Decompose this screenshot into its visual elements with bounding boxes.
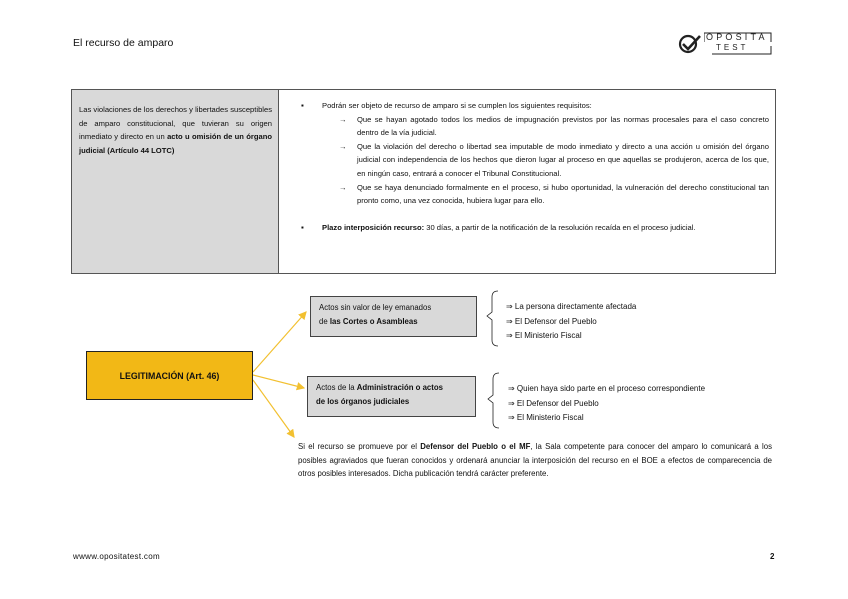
legitimados-list-2 bbox=[508, 382, 705, 426]
arrow-to-cortes bbox=[253, 312, 306, 372]
arrow-right-icon: → bbox=[339, 141, 347, 151]
list-item: ⇒ La persona directamente afectada bbox=[506, 302, 637, 311]
administracion-box: Actos de la Administración o actos de los órganos judiciales bbox=[307, 376, 476, 417]
left-cell-bold: acto u omisión de un órgano judicial (Artículo 44 LOTC) bbox=[79, 132, 272, 155]
page-number: 2 bbox=[770, 552, 775, 561]
arrow-to-administracion bbox=[253, 375, 304, 388]
bullet-requisitos: ▪ Podrán ser objeto de recurso de amparo si se cumplen los siguientes requisitos: bbox=[292, 99, 769, 113]
logo-text-bottom: TEST bbox=[716, 43, 749, 52]
list-item: ⇒ El Defensor del Pueblo bbox=[506, 316, 597, 326]
bullet-icon: ▪ bbox=[301, 101, 304, 110]
list-item: ⇒ El Ministerio Fiscal bbox=[506, 331, 582, 340]
brace-2 bbox=[488, 373, 499, 428]
arrow-to-note bbox=[253, 380, 294, 437]
arrow-right-icon: → bbox=[339, 182, 347, 192]
footer-url[interactable]: wwww.opositatest.com bbox=[73, 552, 160, 561]
legitimacion-box: LEGITIMACIÓN (Art. 46) bbox=[86, 351, 253, 400]
arrow-right-icon: → bbox=[339, 114, 347, 124]
list-item: ⇒ El Ministerio Fiscal bbox=[508, 413, 584, 422]
list-item: ⇒ Quien haya sido parte en el proceso correspondiente bbox=[508, 384, 706, 393]
requirement-item: → Que se haya denunciado formalmente en el proceso, si hubo oportunidad, la vulneración del derecho constitucional tan pronto como, una vez conocida, hubiera lugar para ello. bbox=[339, 182, 769, 206]
bullet-plazo: ▪ Plazo interposición recurso: 30 días, a partir de la notificación de la resolución recaída en el proceso judicial. bbox=[292, 221, 769, 235]
logo-text-top: OPOSITA bbox=[706, 32, 768, 42]
bullet-icon: ▪ bbox=[301, 222, 304, 232]
document-title: El recurso de amparo bbox=[73, 37, 174, 49]
brace-1 bbox=[487, 291, 498, 346]
requirement-item: → Que se hayan agotado todos los medios de impugnación previstos por las normas procesales para el caso concreto dentro de la vía judicial. bbox=[339, 114, 769, 138]
legitimados-list-1 bbox=[506, 300, 636, 344]
defensor-note: Si el recurso se promueve por el Defensor del Pueblo o el MF, la Sala competente para conocer del amparo lo comunicará a los posibles agraviados que fueran conocidos y ordenará anunciar la interposición del recurso en el BOE a efectos de comparecencia de otros posibles interesados. Dicha publicación tendrá carácter preferente. bbox=[298, 442, 772, 479]
left-cell-text: Las violaciones de los derechos y libertades susceptibles de amparo constitucional, que tuvieran su origen inmediato y directo en un bbox=[79, 105, 272, 142]
list-item: ⇒ El Defensor del Pueblo bbox=[508, 398, 599, 408]
cortes-box: Actos sin valor de ley emanados de las Cortes o Asambleas bbox=[310, 296, 477, 337]
requirement-item: → Que la violación del derecho o libertad sea imputable de modo inmediato y directo a una acción u omisión del órgano judicial con independencia de los hechos que dieron lugar al proceso en que aquellas se produjeron, acerca de los que, en ningún caso, entrará a conocer el Tribunal Constitucional. bbox=[339, 141, 769, 178]
